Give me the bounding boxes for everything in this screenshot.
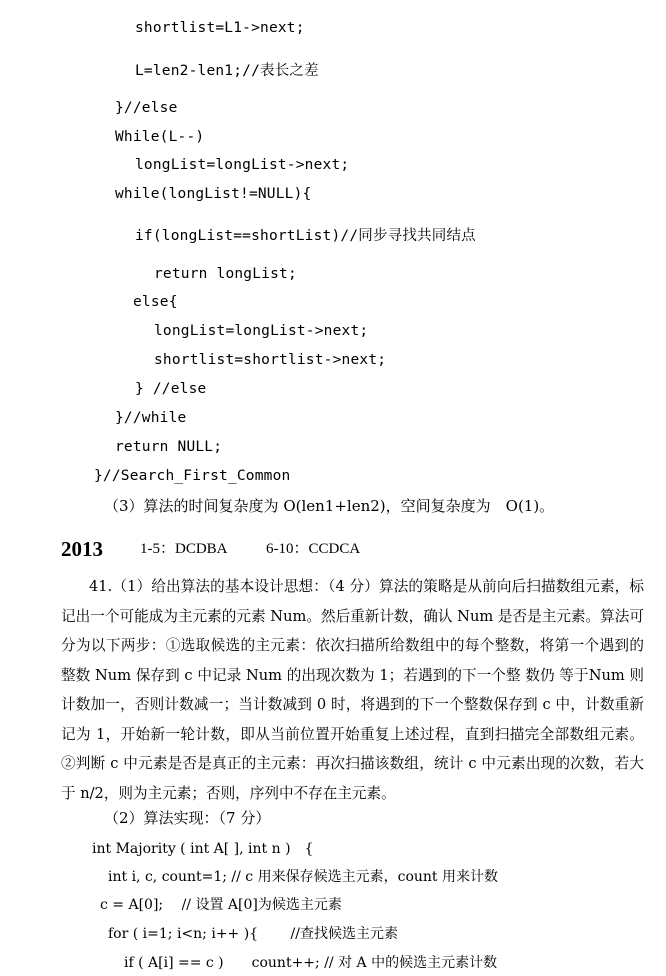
code-line: shortlist=shortlist->next; (154, 352, 387, 368)
complexity-statement: （3）算法的时间复杂度为 O(len1+len2)，空间复杂度为 O(1)。 (104, 497, 555, 515)
impl-code-line: int Majority ( int A[ ], int n ) { (92, 841, 314, 857)
impl-code-line: if ( A[i] == c ) count++; // 对 A 中的候选主元素计数 (124, 955, 498, 971)
q41-text: 41.（1）给出算法的基本设计思想：（4 分）算法的策略是从前向后扫描数组元素，标记出一个可能成为主元素的元素 Num。然后重新计数，确认 Num 是否是主元素。算法可分为以下两步：①选取候选的主元素：依次扫描所给数组中的每个整数，将第一个遇到的整数 Num 保存到 c 中记录 Num 的出现次数为 1；若遇到的下一个整 数仍 等于Num 则计数加一，否则计数减一；当计数减到 0 时，将遇到的下一个整数保存到 c 中，计数重新记为 1，开始新一轮计数，即从当前位置开始重复上述过程，直到扫描完全部数组元素。②判断 c 中元素是否是真正的主元素：再次扫描该数组，统计 c 中元素出现的次数，若大于 n/2，则为主元素；否则，序列中不存在主元素。 (61, 578, 644, 802)
code-line: }//while (115, 410, 187, 426)
code-line: shortlist=L1->next; (135, 20, 305, 36)
code-line: longList=longList->next; (135, 157, 350, 173)
code-line: longList=longList->next; (154, 323, 369, 339)
impl-code-line: int i, c, count=1; // c 用来保存候选主元素，count 用来计数 (108, 869, 498, 885)
code-line: }//else (115, 100, 178, 116)
answers-1-5: 1-5：DCDBA (140, 541, 228, 557)
impl-heading: （2）算法实现：（7 分） (104, 809, 271, 827)
code-line: }//Search_First_Common (94, 468, 291, 484)
code-line: else{ (133, 294, 178, 310)
code-line: } //else (135, 381, 207, 397)
impl-code-line: for ( i=1; i<n; i++ ){ //查找候选主元素 (108, 926, 398, 942)
code-line: L=len2-len1;//表长之差 (135, 63, 319, 79)
code-line: return longList; (154, 266, 297, 282)
section-year: 2013 (61, 537, 103, 561)
impl-code-line: c = A[0]; // 设置 A[0]为候选主元素 (100, 897, 342, 913)
code-line: While(L--) (115, 129, 205, 145)
code-line: if(longList==shortList)//同步寻找共同结点 (135, 228, 476, 244)
code-line: while(longList!=NULL){ (115, 186, 312, 202)
answers-6-10: 6-10：CCDCA (266, 541, 361, 557)
q41-paragraph (61, 572, 644, 808)
code-line: return NULL; (115, 439, 223, 455)
